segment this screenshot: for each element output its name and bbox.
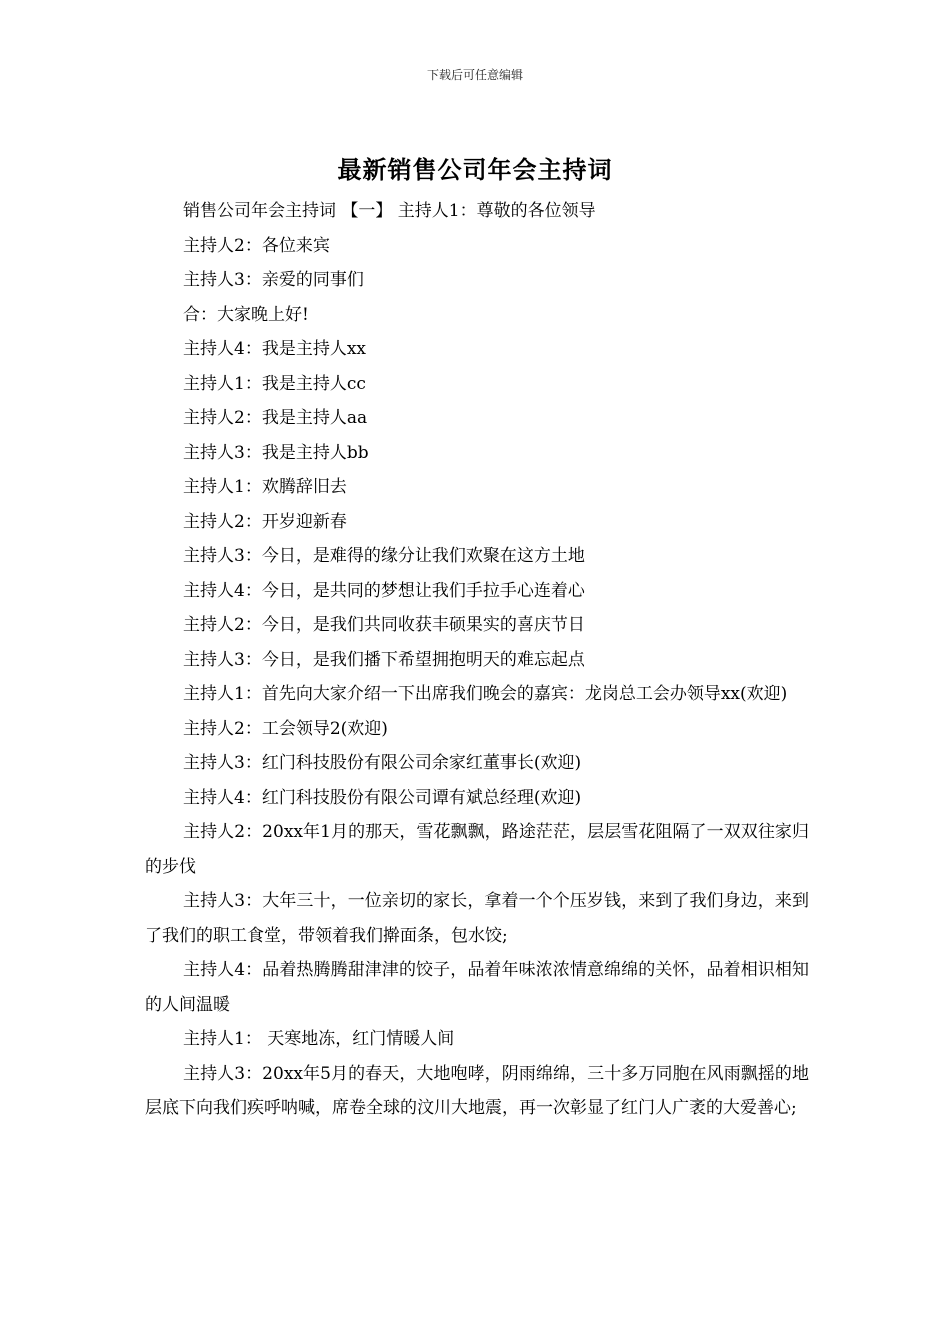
paragraph: 主持人2：工会领导2(欢迎) [183, 718, 388, 739]
paragraph: 主持人2：各位来宾 [183, 235, 330, 256]
paragraph: 主持人4：红门科技股份有限公司谭有斌总经理(欢迎) [183, 787, 582, 808]
paragraph: 主持人1：首先向大家介绍一下出席我们晚会的嘉宾：龙岗总工会办领导xx(欢迎) [183, 684, 788, 704]
header-note: 下载后可任意编辑 [426, 68, 523, 82]
paragraph: 主持人2：今日，是我们共同收获丰硕果实的喜庆节日 [183, 615, 585, 635]
document-body [145, 194, 809, 1126]
paragraph: 主持人3：红门科技股份有限公司余家红董事长(欢迎) [183, 753, 582, 773]
paragraph: 销售公司年会主持词 【一】 主持人1：尊敬的各位领导 [183, 201, 596, 221]
paragraph: 主持人4：我是主持人xx [183, 339, 366, 359]
paragraph: 主持人3：亲爱的同事们 [183, 270, 364, 290]
paragraph: 主持人4：今日，是共同的梦想让我们手拉手心连着心 [183, 580, 585, 601]
paragraph: 主持人3：今日，是我们播下希望拥抱明天的难忘起点 [183, 649, 585, 670]
paragraph: 主持人2：开岁迎新春 [183, 511, 347, 532]
paragraph: 主持人2：20xx年1月的那天，雪花飘飘，路途茫茫，层层雪花阻隔了一双双往家归的步伐 [145, 822, 809, 877]
paragraph: 合：大家晚上好! [183, 304, 309, 325]
paragraph: 主持人4：品着热腾腾甜津津的饺子，品着年味浓浓情意绵绵的关怀，品着相识相知的人间温暖 [145, 960, 809, 1015]
paragraph: 主持人3：大年三十，一位亲切的家长，拿着一个个压岁钱，来到了我们身边，来到了我们的职工食堂，带领着我们擀面条，包水饺; [145, 891, 809, 946]
paragraph: 主持人1：欢腾辞旧去 [183, 477, 347, 497]
paragraph: 主持人3：20xx年5月的春天，大地咆哮，阴雨绵绵，三十多万同胞在风雨飘摇的地层底下向我们疾呼呐喊，席卷全球的汶川大地震，再一次彰显了红门人广袤的大爱善心; [145, 1063, 809, 1118]
paragraph: 主持人3：今日，是难得的缘分让我们欢聚在这方土地 [183, 546, 585, 566]
document-title: 最新销售公司年会主持词 [337, 155, 613, 184]
paragraph: 主持人1： 天寒地冻，红门情暖人间 [183, 1029, 455, 1049]
paragraph: 主持人2：我是主持人aa [183, 408, 368, 428]
paragraph: 主持人3：我是主持人bb [183, 442, 369, 463]
paragraph: 主持人1：我是主持人cc [183, 373, 366, 394]
